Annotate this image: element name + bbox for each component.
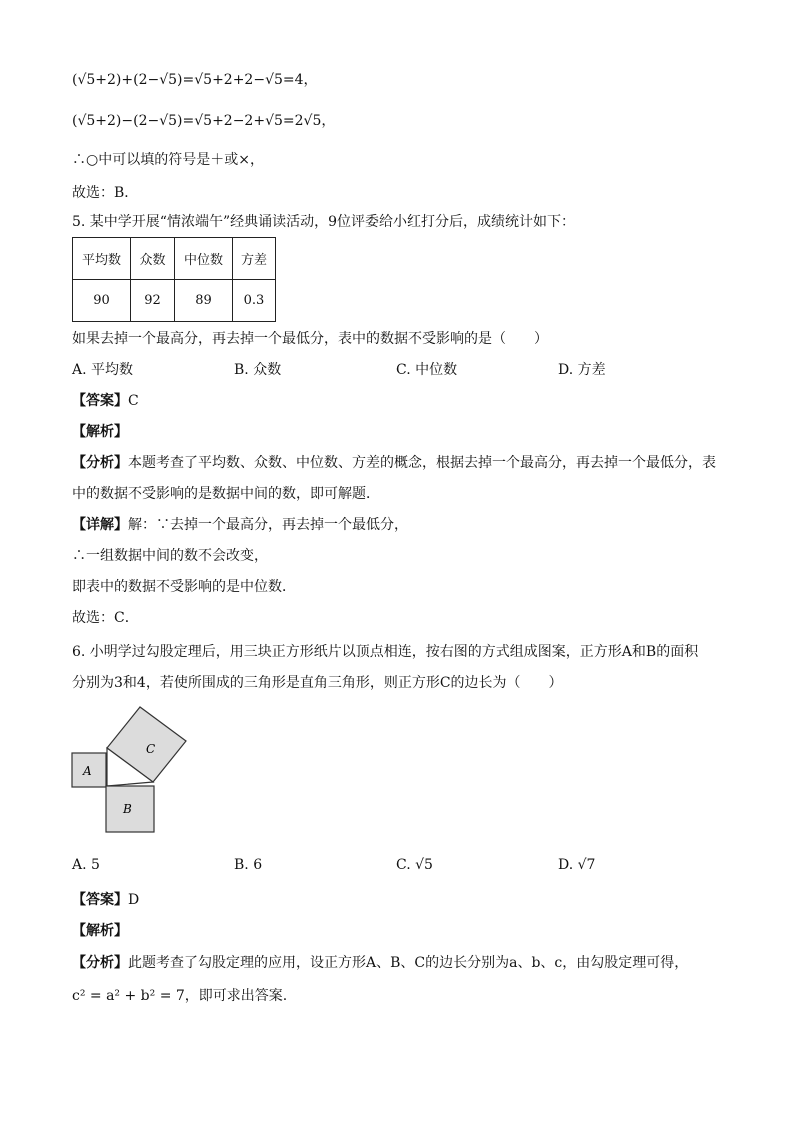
q6-fenxi-line2: c² = a² + b² = 7，即可求出答案.	[72, 988, 288, 1004]
label-a: A	[83, 764, 92, 778]
fenxi-tag: 【分析】	[72, 955, 128, 971]
answer-value: D	[128, 892, 140, 908]
q5-question: 如果去掉一个最高分，再去掉一个最低分，表中的数据不受影响的是（ ）	[72, 331, 548, 347]
detail-tag: 【详解】	[72, 517, 128, 533]
q6-option-d: D. √7	[558, 857, 596, 873]
fenxi-text: 此题考查了勾股定理的应用，设正方形A、B、C的边长分别为a、b、c，由勾股定理可得，	[128, 955, 689, 971]
table-value-cell: 0.3	[233, 280, 276, 322]
q6-answer-line	[72, 890, 139, 910]
answer-tag: 【答案】	[72, 393, 128, 409]
table-header-cell: 众数	[131, 238, 175, 280]
q5-option-d: D. 方差	[558, 362, 606, 378]
table-header-cell: 平均数	[73, 238, 131, 280]
q6-stem-line2: 分别为3和4，若使所围成的三角形是直角三角形，则正方形C的边长为（ ）	[72, 675, 563, 691]
q6-option-c: C. √5	[396, 857, 433, 873]
table-value-cell: 92	[131, 280, 175, 322]
stats-table	[72, 237, 276, 322]
q5-option-c: C. 中位数	[396, 362, 458, 378]
table-value-row	[73, 280, 276, 322]
analysis-tag: 【解析】	[72, 424, 128, 440]
q5-choose-line: 故选：C．	[72, 610, 139, 626]
q5-detail-line1	[72, 515, 408, 535]
table-value-cell: 89	[175, 280, 233, 322]
q5-answer-line	[72, 391, 139, 411]
answer-value: C	[128, 393, 139, 409]
label-c: C	[146, 742, 156, 756]
table-header-cell: 方差	[233, 238, 276, 280]
q6-option-b: B. 6	[234, 857, 263, 873]
q5-fenxi-line2: 中的数据不受影响的是数据中间的数，即可解题．	[72, 486, 380, 502]
q5-option-a: A. 平均数	[72, 362, 134, 378]
choose-b-line: 故选：B．	[72, 185, 139, 201]
pythagoras-squares-figure	[60, 700, 200, 840]
fenxi-tag: 【分析】	[72, 455, 128, 471]
q5-stem: 5. 某中学开展“情浓端午”经典诵读活动，9位评委给小红打分后，成绩统计如下：	[72, 214, 576, 230]
label-b: B	[123, 802, 132, 816]
table-header-row	[73, 238, 276, 280]
q6-stem-line1: 6. 小明学过勾股定理后，用三块正方形纸片以顶点相连，按右图的方式组成图案，正方形A和B的面积	[72, 644, 699, 660]
analysis-tag: 【解析】	[72, 923, 128, 939]
fenxi-text: 本题考查了平均数、众数、中位数、方差的概念，根据去掉一个最高分，再去掉一个最低分，表	[128, 455, 716, 471]
q5-detail-line2: ∴一组数据中间的数不会改变，	[72, 548, 268, 564]
q5-option-b: B. 众数	[234, 362, 282, 378]
detail-text: 解：∵去掉一个最高分，再去掉一个最低分，	[128, 517, 408, 533]
table-header-cell: 中位数	[175, 238, 233, 280]
q5-fenxi-line1	[72, 453, 716, 473]
q5-detail-line3: 即表中的数据不受影响的是中位数．	[72, 579, 296, 595]
table-value-cell: 90	[73, 280, 131, 322]
answer-tag: 【答案】	[72, 892, 128, 908]
q6-option-a: A. 5	[72, 857, 100, 873]
conclusion-line: ∴○中可以填的符号是＋或×，	[72, 152, 264, 168]
equation-difference: (√5+2)−(2−√5)=√5+2−2+√5=2√5，	[72, 113, 336, 129]
equation-sum: (√5+2)+(2−√5)=√5+2+2−√5=4，	[72, 72, 318, 88]
q6-fenxi-line1	[72, 953, 688, 973]
